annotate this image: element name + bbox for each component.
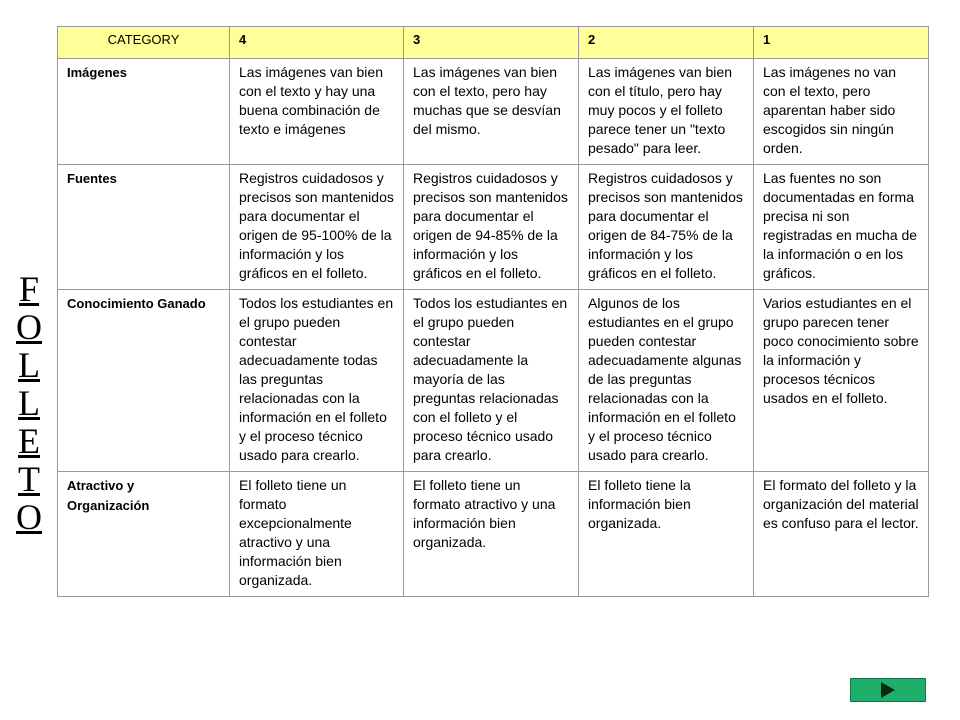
table-cell: Las fuentes no son documentadas en forma precisa ni son registradas en mucha de la información o en los gráficos. (754, 165, 929, 290)
table-row (58, 59, 929, 165)
table-cell: Varios estudiantes en el grupo parecen tener poco conocimiento sobre la información y procesos técnicos usados en el folleto. (754, 290, 929, 472)
criterion-imagenes: Imágenes (58, 59, 230, 165)
table-cell: Registros cuidadosos y precisos son mantenidos para documentar el origen de 84-75% de la información y los gráficos en el folleto. (579, 165, 754, 290)
table-cell: El formato del folleto y la organización del material es confuso para el lector. (754, 472, 929, 597)
table-cell: Las imágenes van bien con el texto y hay una buena combinación de texto e imágenes (230, 59, 404, 165)
side-title-letter: E (18, 421, 40, 461)
side-title (12, 270, 46, 536)
side-title-letter: L (18, 383, 40, 423)
table-cell: Todos los estudiantes en el grupo pueden contestar adecuadamente la mayoría de las preguntas relacionadas con el folleto y el proceso técnico usado para crearlo. (404, 290, 579, 472)
table-row (58, 472, 929, 597)
header-level-3: 3 (404, 27, 579, 59)
play-triangle-icon (881, 682, 895, 698)
criterion-fuentes: Fuentes (58, 165, 230, 290)
table-cell: El folleto tiene la información bien organizada. (579, 472, 754, 597)
table-cell: El folleto tiene un formato excepcionalmente atractivo y una información bien organizada. (230, 472, 404, 597)
table-cell: Registros cuidadosos y precisos son mantenidos para documentar el origen de 94-85% de la información y los gráficos en el folleto. (404, 165, 579, 290)
table-cell: Todos los estudiantes en el grupo pueden contestar adecuadamente todas las preguntas relacionadas con la información en el folleto y el proceso técnico usado para crearlo. (230, 290, 404, 472)
table-cell: Las imágenes van bien con el título, pero hay muy pocos y el folleto parece tener un "texto pesado" para leer. (579, 59, 754, 165)
table-cell: El folleto tiene un formato atractivo y una información bien organizada. (404, 472, 579, 597)
side-title-letter: O (16, 497, 42, 537)
side-title-letter: O (16, 307, 42, 347)
next-slide-button[interactable] (850, 678, 926, 702)
criterion-atractivo: Atractivo y Organización (58, 472, 230, 597)
header-level-1: 1 (754, 27, 929, 59)
table-header-row (58, 27, 929, 59)
rubric-table (57, 26, 929, 597)
side-title-letter: F (18, 269, 40, 309)
header-level-2: 2 (579, 27, 754, 59)
table-cell: Algunos de los estudiantes en el grupo pueden contestar adecuadamente algunas de las preguntas relacionadas con la información en el folleto y el proceso técnico usado para crearlo. (579, 290, 754, 472)
table-cell: Las imágenes no van con el texto, pero aparentan haber sido escogidos sin ningún orden. (754, 59, 929, 165)
side-title-letter: T (18, 459, 40, 499)
table-cell: Registros cuidadosos y precisos son mantenidos para documentar el origen de 95-100% de la información y los gráficos en el folleto. (230, 165, 404, 290)
table-row (58, 290, 929, 472)
criterion-conocimiento: Conocimiento Ganado (58, 290, 230, 472)
table-cell: Las imágenes van bien con el texto, pero hay muchas que se desvían del mismo. (404, 59, 579, 165)
side-title-letter: L (18, 345, 40, 385)
header-level-4: 4 (230, 27, 404, 59)
header-category: CATEGORY (58, 27, 230, 59)
table-row (58, 165, 929, 290)
